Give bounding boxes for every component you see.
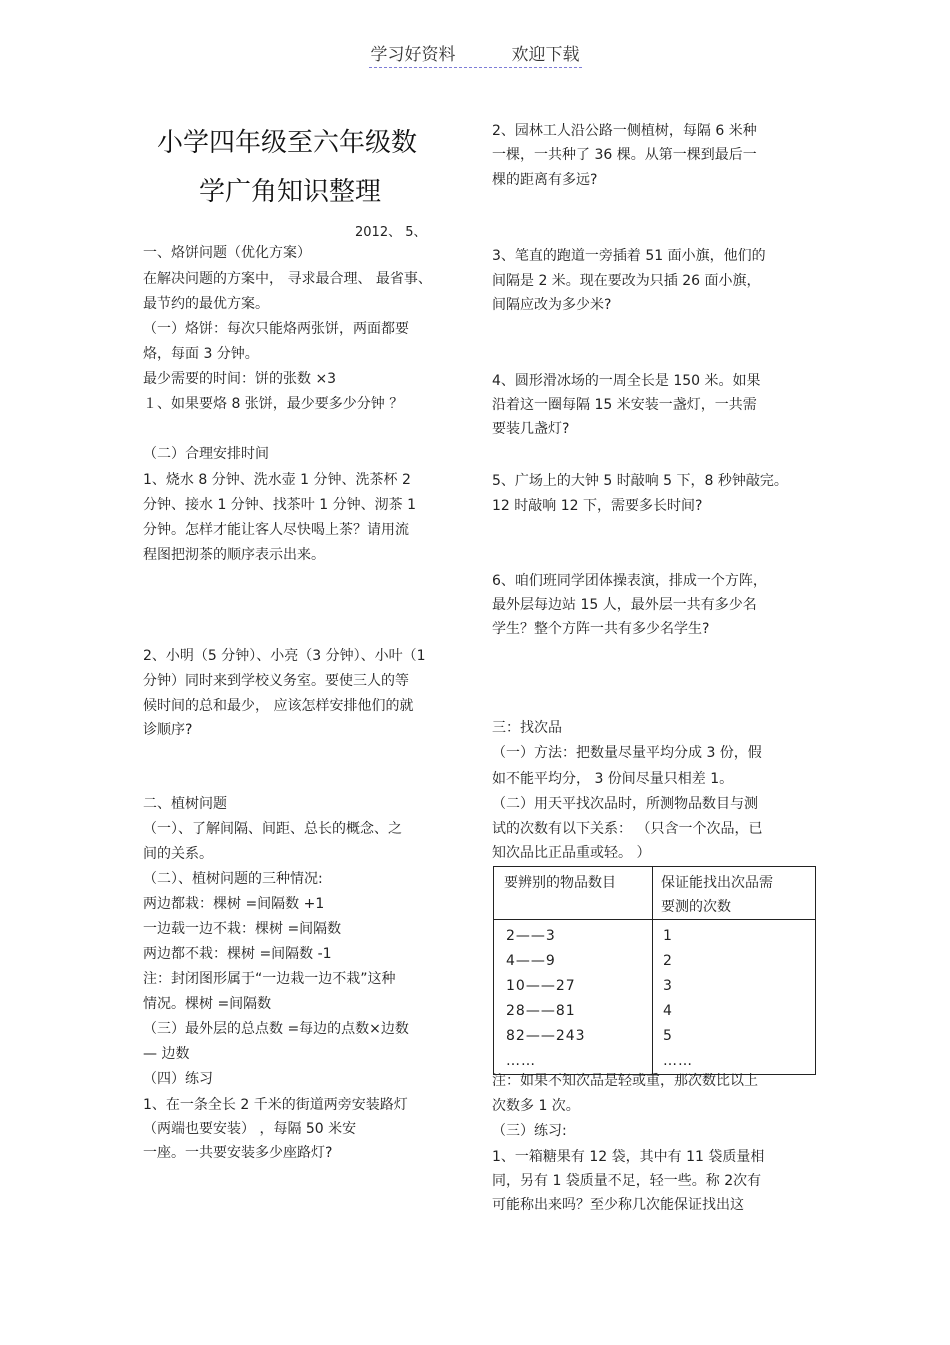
left-line: 最少需要的时间：饼的张数 ×3 [143,371,337,387]
left-line: （一）、了解间隔、间距、总长的概念、之 [143,821,402,837]
left-line: 2、小明（5 分钟）、小亮（3 分钟）、小叶（1 [143,648,426,664]
table-row-value: 4 [663,1003,673,1019]
defect-test-table [493,866,816,1075]
left-line: （一）烙饼：每次只能烙两张饼，两面都要 [143,321,409,337]
header-right-text: 欢迎下载 [511,45,580,65]
left-line: 两边都栽：棵树 =间隔数 +1 [143,896,325,912]
left-line: 1、烧水 8 分钟、洗水壶 1 分钟、洗茶杯 2 [143,472,411,488]
left-line: 烙，每面 3 分钟。 [143,346,259,362]
left-line: （两端也要安装） ，每隔 50 米安 [143,1121,357,1137]
table-row-value: 82——243 [506,1028,586,1044]
right-line: 间隔应改为多少米? [492,297,612,313]
right-line: （一）方法：把数量尽量平均分成 3 份，假 [492,745,762,761]
left-line: 1、在一条全长 2 千米的街道两旁安装路灯 [143,1097,408,1113]
left-line: 诊顺序? [143,722,193,738]
right-line: 6、咱们班同学团体操表演，排成一个方阵， [492,573,767,589]
left-line: 两边都不栽：棵树 =间隔数 -1 [143,946,332,962]
left-line: 间的关系。 [143,846,213,862]
left-line: 分钟）同时来到学校义务室。要使三人的等 [143,673,409,689]
table-header-cell [653,867,816,920]
table-cell [494,920,653,1075]
left-line: 情况。棵树 =间隔数 [143,996,272,1012]
table-row-value: 2——3 [506,928,556,944]
right-line: 如不能平均分， 3 份间尽量只相差 1。 [492,771,734,787]
right-line: 要装几盏灯? [492,421,570,437]
left-line: （三）最外层的总点数 =每边的点数×边数 [143,1021,409,1037]
header-left-text: 学习好资料 [370,45,456,65]
table-row-value: …… [506,1053,536,1069]
left-line: （四）练习 [143,1071,213,1087]
left-line: 一座。一共要安装多少座路灯? [143,1145,333,1161]
left-line: １、如果要烙 8 张饼，最少要多少分钟 ？ [143,396,404,412]
right-line: 试的次数有以下关系： （只含一个次品，已 [492,821,763,837]
right-line: 1、一箱糖果有 12 袋，其中有 11 袋质量相 [492,1149,765,1165]
date: 2012、 5、 [355,225,427,240]
table-header-text: 要测的次数 [661,899,731,915]
right-line: 12 时敲响 12 下，需要多长时间? [492,498,703,514]
table-header-cell [494,867,653,920]
header-banner [369,40,582,68]
table-header-text: 要辨别的物品数目 [504,875,616,891]
left-line: （二）合理安排时间 [143,446,269,462]
left-line: 分钟。怎样才能让客人尽快喝上茶？请用流 [143,522,409,538]
right-line: 一棵，一共种了 36 棵。从第一棵到最后一 [492,147,757,163]
left-line: 最节约的最优方案。 [143,296,269,312]
right-line: 可能称出来吗？至少称几次能保证找出这 [492,1197,744,1213]
table-row-value: 4——9 [506,953,556,969]
table-row-value: 3 [663,978,673,994]
table-row-value: 28——81 [506,1003,576,1019]
left-line: （二）、植树问题的三种情况: [143,871,323,887]
left-line: 在解决问题的方案中， 寻求最合理、 最省事、 [143,271,432,287]
right-line: 棵的距离有多远? [492,172,598,188]
table-row-value: 2 [663,953,673,969]
title-line-2: 学广角知识整理 [199,177,382,207]
left-line: 分钟、接水 1 分钟、找茶叶 1 分钟、沏茶 1 [143,497,416,513]
right-line: 5、广场上的大钟 5 时敲响 5 下，8 秒钟敲完。 [492,473,788,489]
table-header-text: 保证能找出次品需 [661,875,773,891]
right-line: 次数多 1 次。 [492,1098,580,1114]
table-row-value: 5 [663,1028,673,1044]
left-line: 注：封闭图形属于“一边栽一边不栽”这种 [143,971,396,987]
right-line: 注：如果不知次品是轻或重，那次数比以上 [492,1073,758,1089]
title-line-1: 小学四年级至六年级数 [157,128,418,158]
left-line: 一边载一边不栽：棵树 =间隔数 [143,921,342,937]
right-line: （二）用天平找次品时，所测物品数目与测 [492,796,758,812]
right-line: 沿着这一圈每隔 15 米安装一盏灯，一共需 [492,397,757,413]
left-line: — 边数 [143,1046,190,1062]
table-row-value: 1 [663,928,673,944]
table-row-value: …… [663,1053,693,1069]
right-line: 4、圆形滑冰场的一周全长是 150 米。如果 [492,373,761,389]
page-header [0,40,950,68]
right-line: 间隔是 2 米。现在要改为只插 26 面小旗， [492,273,761,289]
left-line: 一、烙饼问题（优化方案） [143,245,311,261]
left-line: 程图把沏茶的顺序表示出来。 [143,547,325,563]
right-line: 2、园林工人沿公路一侧植树，每隔 6 米种 [492,123,757,139]
right-line: 最外层每边站 15 人，最外层一共有多少名 [492,597,757,613]
table-row-value: 10——27 [506,978,576,994]
left-line: 二、植树问题 [143,796,227,812]
right-line: 学生？整个方阵一共有多少名学生? [492,621,710,637]
right-line: 同，另有 1 袋质量不足，轻一些。称 2次有 [492,1173,762,1189]
right-line: （三）练习: [492,1123,567,1139]
right-line: 3、笔直的跑道一旁插着 51 面小旗，他们的 [492,248,766,264]
table-cell [653,920,816,1075]
left-line: 候时间的总和最少， 应该怎样安排他们的就 [143,698,414,714]
right-line: 知次品比正品重或轻。 ） [492,845,651,861]
right-line: 三：找次品 [492,720,562,736]
